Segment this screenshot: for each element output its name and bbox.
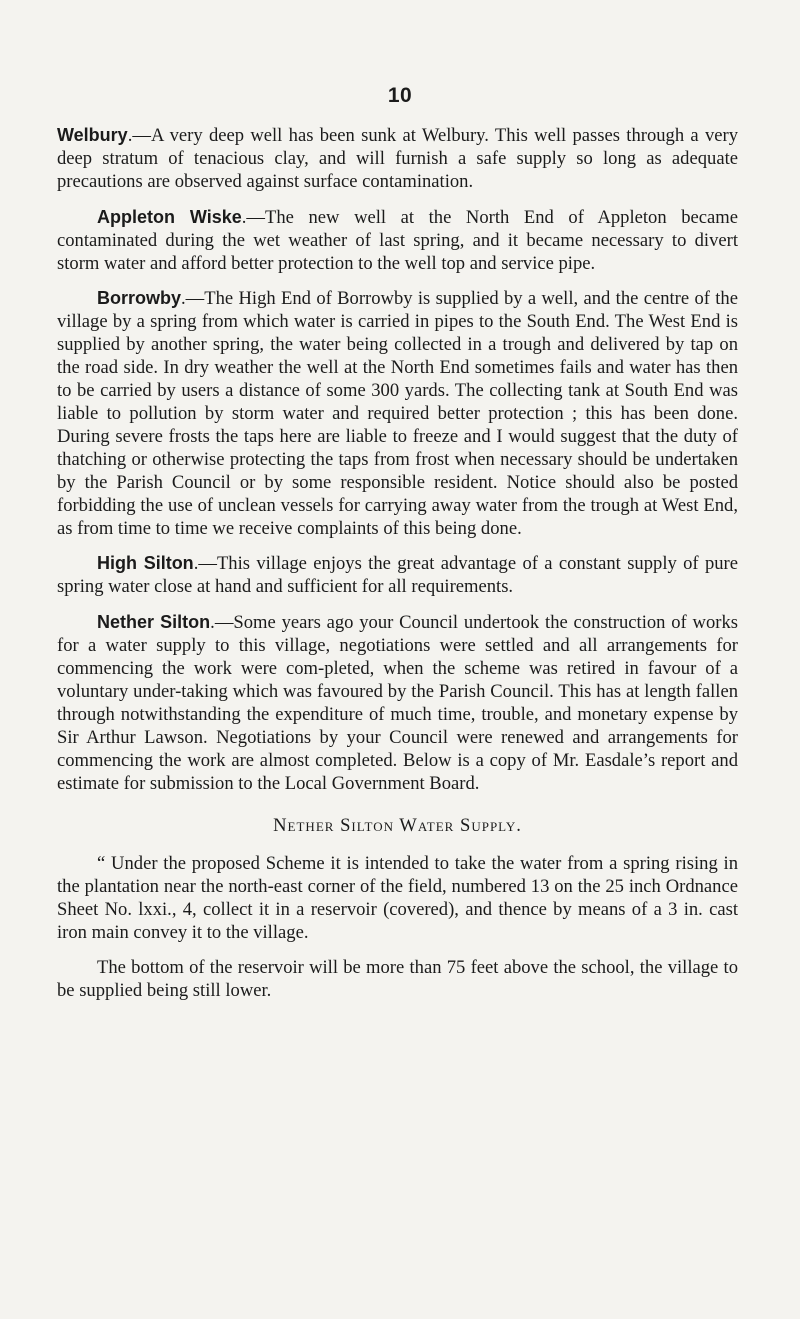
page-number: 10 xyxy=(387,84,413,107)
paragraph-text: The new well at the North End of Appleton became contaminated during the wet weather of last spring, and it became necessary to divert storm water and afford better protection to the well top and service pipe. xyxy=(57,206,738,274)
document-body xyxy=(57,124,738,1015)
paragraph-text: A very deep well has been sunk at Welbury. This well passes through a very deep stratum of tenacious clay, and will furnish a safe supply so long as adequate precautions are observed against surface contamination. xyxy=(57,125,738,192)
heading-separator: .— xyxy=(210,612,234,634)
paragraph-heading: Welbury xyxy=(57,125,128,145)
heading-separator: .— xyxy=(181,288,205,310)
paragraph-borrowby xyxy=(57,287,738,540)
section-title: Nether Silton Water Supply. xyxy=(273,815,522,837)
paragraph-text: Some years ago your Council undertook the construction of works for a water supply to this village, negotiations were settled and all arrangements for commencing the work were com-pleted, when the scheme was retired in favour of a voluntary under-taking which was favoured by the Parish Council. This has at length fallen through notwithstanding the expenditure of much time, trouble, and monetary expense by Sir Arthur Lawson. Negotiations by your Council were renewed and arrangements for commencing the work are almost completed. Below is a copy of Mr. Easdale’s report and estimate for submission to the Local Government Board. xyxy=(57,612,739,794)
paragraph-high-silton xyxy=(57,552,738,599)
heading-separator: .— xyxy=(241,206,266,228)
paragraph-heading: High Silton xyxy=(97,553,194,574)
paragraph-appleton-wiske xyxy=(57,206,738,276)
quote-paragraph: The bottom of the reservoir will be more than 75 feet above the school, the village to be supplied being still lower. xyxy=(57,957,738,1001)
paragraph-welbury xyxy=(57,124,738,194)
paragraph-text: This village enjoys the great advantage of a constant supply of pure spring water close at hand and sufficient for all requirements. xyxy=(57,553,738,598)
quote-paragraph: “ Under the proposed Scheme it is intended to take the water from a spring rising in the plantation near the north-east corner of the field, numbered 13 on the 25 inch Ordnance Sheet No. lxxi., 4, collect it in a reservoir (covered), and thence by means of a 3 in. cast iron main convey it to the village. xyxy=(57,853,738,944)
paragraph-nether-silton xyxy=(57,611,738,795)
heading-separator: .— xyxy=(127,125,151,146)
paragraph-text: The High End of Borrowby is supplied by a well, and the centre of the village by a spring from which water is carried in pipes to the South End. The West End is supplied by another spring, the water being collected in a trough and delivered by tap on the road side. In dry weather the well at the North End sometimes fails and water has then to be carried by users a distance of some 300 yards. The collecting tank at South End was liable to pollution by storm water and required better protection ; this has been done. During severe frosts the taps here are liable to freeze and I would suggest that the duty of thatching or otherwise protecting the taps from frost when necessary should be undertaken by the Parish Council or by some responsible resident. Notice should also be posted forbidding the use of unclean vessels for carrying away water from the trough at West End, as from time to time we receive complaints of this being done. xyxy=(57,288,738,539)
paragraph-heading: Nether Silton xyxy=(97,612,211,633)
paragraph-heading: Borrowby xyxy=(97,288,182,309)
heading-separator: .— xyxy=(193,553,217,575)
paragraph-heading: Appleton Wiske xyxy=(97,206,242,227)
